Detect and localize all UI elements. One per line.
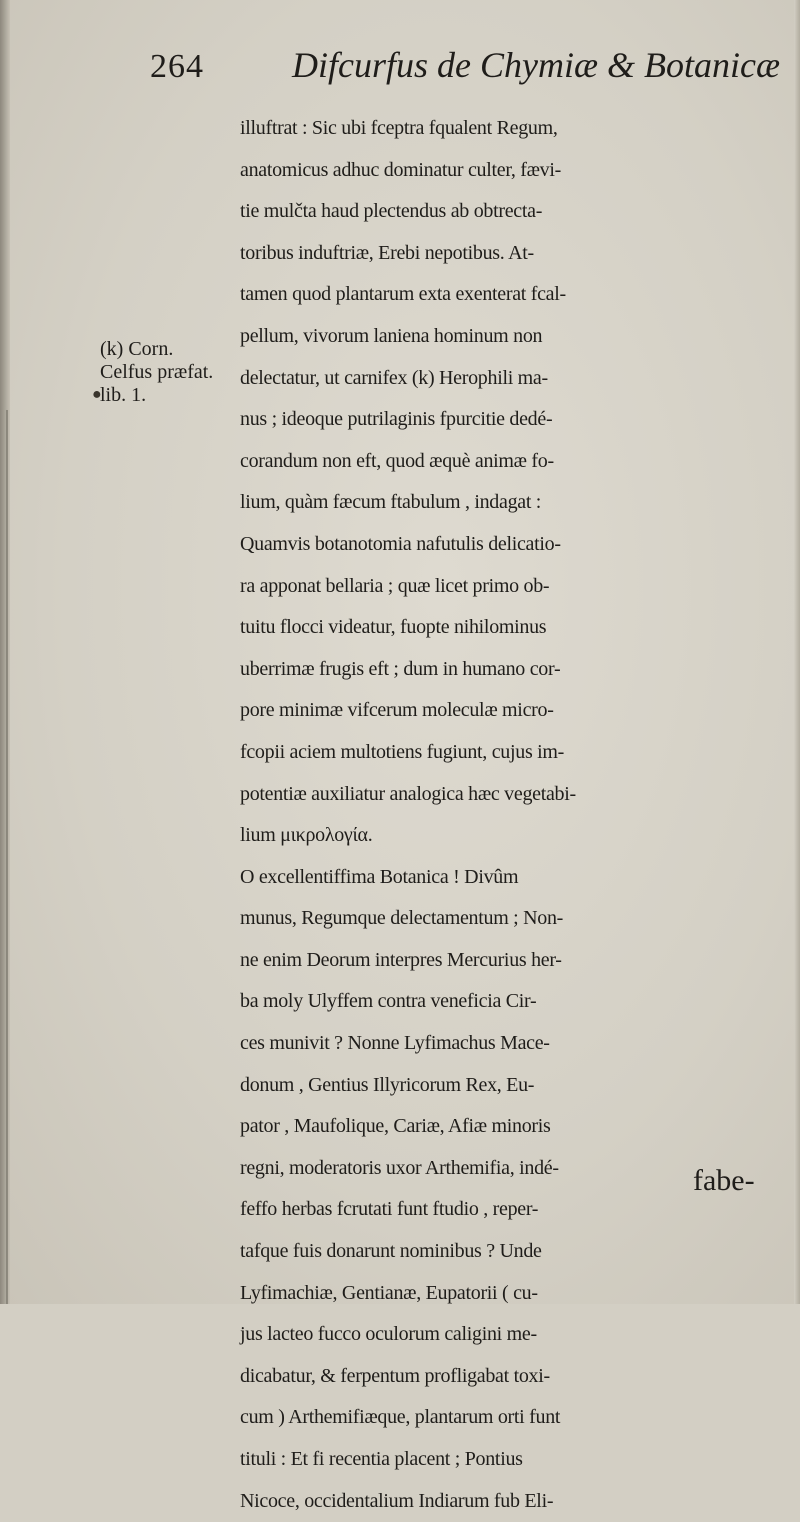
marginal-note-line: (k) Corn.: [100, 338, 174, 360]
text-line: toribus induftriæ, Erebi nepotibus. At-: [240, 241, 534, 264]
marginal-note-line: lib. 1.: [100, 384, 147, 406]
text-line: lium, quàm fæcum ftabulum , indagat :: [240, 491, 542, 514]
page-left-edge: [0, 0, 10, 1304]
ink-blot-mark: ●: [92, 386, 102, 403]
text-line: O excellentiffima Botanica ! Divûm: [240, 865, 519, 888]
page-number: 264: [150, 48, 204, 85]
text-line: tamen quod plantarum exta exenterat fcal-: [240, 283, 566, 306]
text-line: tafque fuis donarunt nominibus ? Unde: [240, 1240, 542, 1263]
text-line: pator , Maufolique, Cariæ, Afiæ minoris: [240, 1115, 551, 1138]
text-line: potentiæ auxiliatur analogica hæc vegetabi-: [240, 782, 576, 805]
body-text: [240, 108, 800, 1522]
text-line: corandum non eft, quod æquè animæ fo-: [240, 449, 554, 472]
text-line: nus ; ideoque putrilaginis fpurcitie dedé-: [240, 408, 553, 431]
text-line: feffo herbas fcrutati funt ftudio , reper-: [240, 1198, 539, 1221]
catchword: fabe-: [693, 1164, 755, 1197]
running-title: Difcurfus de Chymiæ & Botanicæ: [292, 45, 780, 85]
text-line: regni, moderatoris uxor Arthemifia, indé-: [240, 1156, 559, 1179]
text-line: munus, Regumque delectamentum ; Non-: [240, 907, 564, 930]
text-line: tuitu flocci videatur, fuopte nihilominus: [240, 616, 547, 639]
text-line: pellum, vivorum laniena hominum non: [240, 324, 543, 347]
text-line: Quamvis botanotomia nafutulis delicatio-: [240, 532, 561, 555]
text-line: ne enim Deorum interpres Mercurius her-: [240, 948, 562, 971]
marginal-note-line: Celfus præfat.: [100, 361, 214, 383]
text-line: anatomicus adhuc dominatur culter, fævi-: [240, 158, 561, 181]
text-line: pore minimæ vifcerum moleculæ micro-: [240, 699, 554, 722]
text-line: dicabatur, & ferpentum profligabat toxi-: [240, 1364, 550, 1387]
text-line: fcopii aciem multotiens fugiunt, cujus im-: [240, 740, 565, 763]
text-line: Lyfimachiæ, Gentianæ, Eupatorii ( cu-: [240, 1281, 538, 1304]
text-line: tie mulčta haud plectendus ab obtrecta-: [240, 200, 543, 223]
text-line: delectatur, ut carnifex (k) Herophili ma-: [240, 366, 548, 389]
text-line: jus lacteo fucco oculorum caligini me-: [240, 1323, 537, 1346]
text-line: ba moly Ulyffem contra veneficia Cir-: [240, 990, 537, 1013]
text-line: lium μικρολογία.: [240, 824, 373, 847]
text-line: tituli : Et fi recentia placent ; Pontius: [240, 1448, 523, 1470]
page-fold-line: [6, 410, 8, 1304]
text-line: ces munivit ? Nonne Lyfimachus Mace-: [240, 1032, 550, 1055]
text-line: illuftrat : Sic ubi fceptra fqualent Regum,: [240, 117, 558, 139]
text-line: cum ) Arthemifiæque, plantarum orti funt: [240, 1406, 561, 1429]
text-line: uberrimæ frugis eft ; dum in humano cor-: [240, 657, 561, 680]
marginal-note: [100, 338, 220, 407]
text-line: ra apponat bellaria ; quæ licet primo ob-: [240, 574, 550, 597]
text-line: Nicoce, occidentalium Indiarum fub Eli-: [240, 1489, 554, 1512]
text-line: donum , Gentius Illyricorum Rex, Eu-: [240, 1073, 535, 1096]
